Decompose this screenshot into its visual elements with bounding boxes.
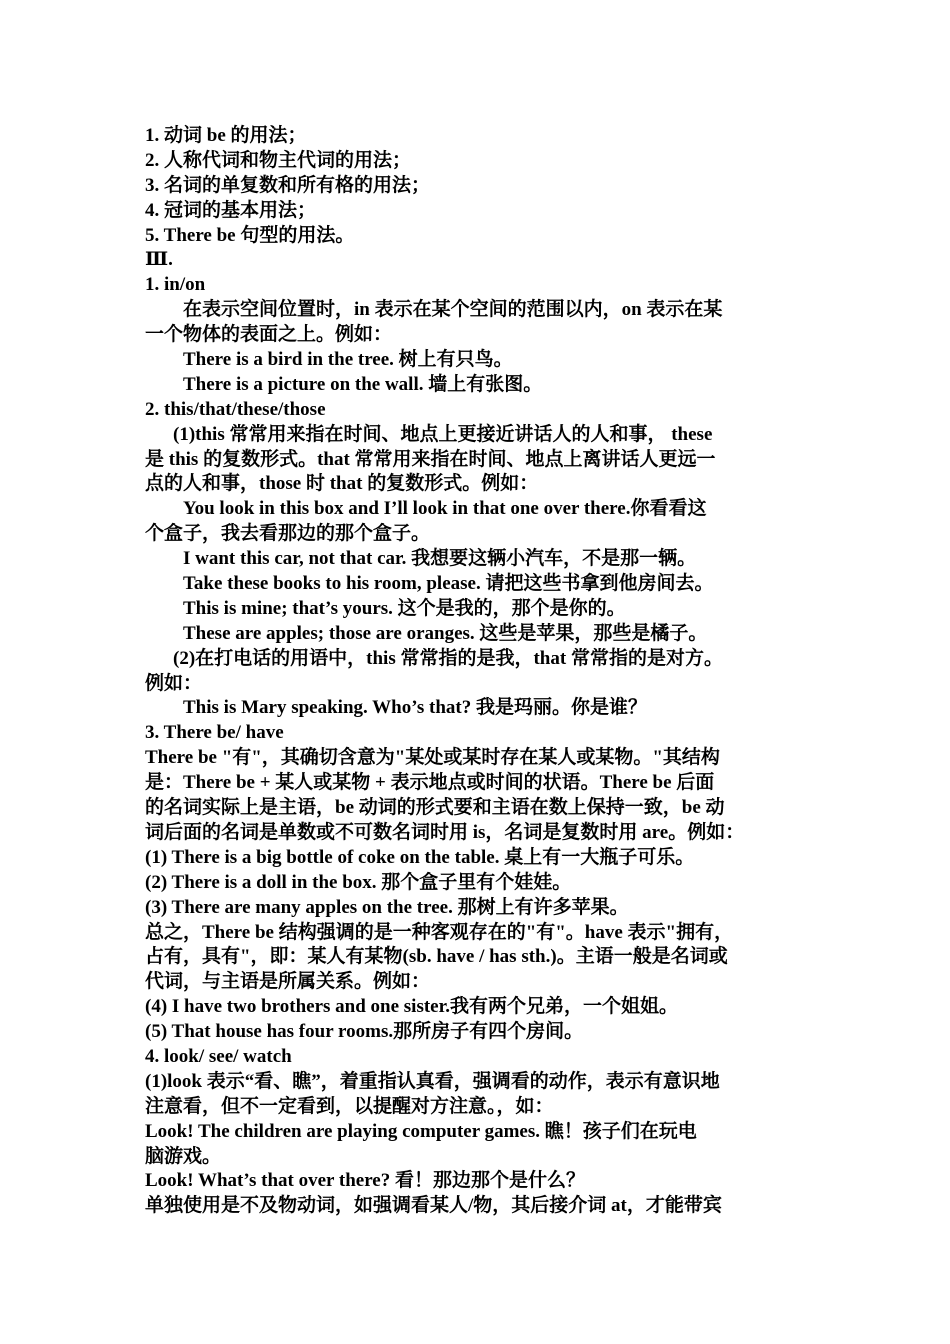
example-line: (2) There is a doll in the box. 那个盒子里有个娃娃。 [145,871,572,893]
paragraph-line: (1)this 常常用来指在时间、地点上更接近讲话人的人和事， these [173,423,713,445]
paragraph-line: 的名词实际上是主语，be 动词的形式要和主语在数上保持一致，be 动 [145,797,725,819]
paragraph-line: 占有，具有"，即：某人有某物(sb. have / has sth.)。主语一般是名词或 [145,946,728,968]
paragraph-line: 词后面的名词是单数或不可数名词时用 is，名词是复数时用 are。例如： [145,821,745,843]
example-line: (5) That house has four rooms.那所房子有四个房间。 [145,1021,584,1043]
paragraph-line: 注意看，但不一定看到，以提醒对方注意。，如： [145,1095,554,1117]
example-line: (4) I have two brothers and one sister.我有两个兄弟，一个姐姐。 [145,996,679,1018]
paragraph-line: 代词，与主语是所属关系。例如： [145,971,431,993]
paragraph-line: There be "有"，其确切含意为"某处或某时存在某人或某物。"其结构 [145,747,720,769]
subheading-in-on: 1. in/on [145,274,206,296]
paragraph-line: 在表示空间位置时，in 表示在某个空间的范围以内，on 表示在某 [183,299,723,321]
paragraph-line: 一个物体的表面之上。例如： [145,324,393,346]
example-line: There is a bird in the tree. 树上有只鸟。 [183,349,513,371]
paragraph-line: 单独使用是不及物动词，如强调看某人/物，其后接介词 at，才能带宾 [145,1195,722,1217]
paragraph-line: 例如： [145,672,203,694]
list-item-3: 3. 名词的单复数和所有格的用法； [145,174,431,196]
subheading-there-be-have: 3. There be/ have [145,722,284,744]
example-line: Look! What’s that over there? 看！那边那个是什么？ [145,1170,585,1192]
example-line: This is mine; that’s yours. 这个是我的，那个是你的。 [183,597,626,619]
paragraph-line: 点的人和事，those 时 that 的复数形式。例如： [145,473,539,495]
section-heading-iii: Ⅲ. [145,249,173,271]
paragraph-line: 是：There be + 某人或某物 + 表示地点或时间的状语。There be 后面 [145,772,715,794]
list-item-2: 2. 人称代词和物主代词的用法； [145,149,412,171]
example-line: (3) There are many apples on the tree. 那树上有许多苹果。 [145,896,629,918]
paragraph-line: (2)在打电话的用语中，this 常常指的是我，that 常常指的是对方。 [173,647,723,669]
list-item-1: 1. 动词 be 的用法； [145,125,307,146]
example-line: I want this car, not that car. 我想要这辆小汽车，不是那一辆。 [183,548,697,570]
subheading-this-that: 2. this/that/these/those [145,398,326,420]
example-line: Look! The children are playing computer games. 瞧！孩子们在玩电 [145,1120,697,1142]
list-item-5: 5. There be 句型的用法。 [145,224,355,246]
list-item-4: 4. 冠词的基本用法； [145,199,317,221]
paragraph-line: 是 this 的复数形式。that 常常用来指在时间、地点上离讲话人更远一 [145,448,716,470]
example-line: These are apples; those are oranges. 这些是苹果，那些是橘子。 [183,622,708,644]
example-line: There is a picture on the wall. 墙上有张图。 [183,373,543,395]
example-line: 个盒子，我去看那边的那个盒子。 [145,523,431,545]
subheading-look-see-watch: 4. look/ see/ watch [145,1045,292,1067]
example-line: You look in this box and I’ll look in that one over there.你看看这 [183,498,707,520]
example-line: Take these books to his room, please. 请把这些书拿到他房间去。 [183,573,714,595]
document-body [145,124,815,1219]
paragraph-line: 总之，There be 结构强调的是一种客观存在的"有"。have 表示"拥有， [145,921,734,943]
paragraph-line: (1)look 表示“看、瞧”，着重指认真看，强调看的动作，表示有意识地 [145,1070,720,1092]
example-line: (1) There is a big bottle of coke on the table. 桌上有一大瓶子可乐。 [145,846,695,868]
example-line: 脑游戏。 [145,1145,222,1167]
example-line: This is Mary speaking. Who’s that? 我是玛丽。你是谁？ [183,697,647,719]
